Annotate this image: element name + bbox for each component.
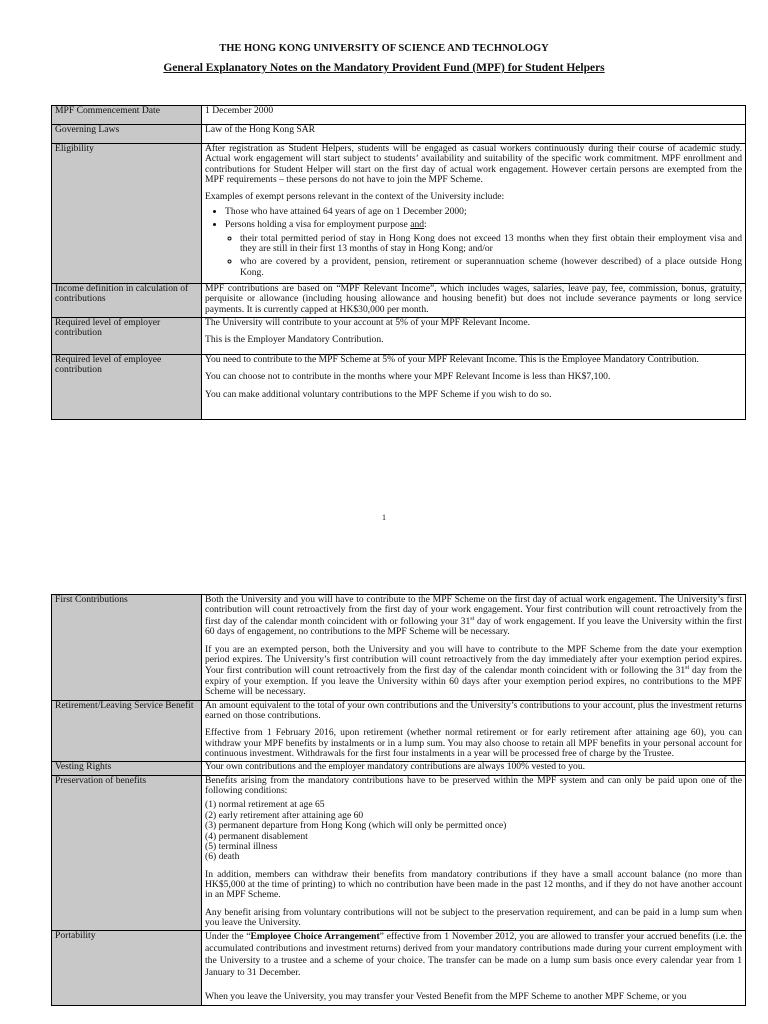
row-label-eligibility: Eligibility	[52, 144, 202, 284]
table-row	[52, 144, 746, 284]
table-row	[52, 355, 746, 420]
list-item: (2) early retirement after attaining age 60	[205, 809, 364, 821]
mpf-table-page-1	[51, 105, 746, 420]
row-value-eligibility	[202, 144, 746, 284]
visa-sub-list	[225, 234, 742, 278]
eligibility-paragraph: After registration as Student Helpers, students will be engaged as casual workers continuously during their course of academic study. Actual work engagement will start subject to students’ availability and suitability of the specific work commitment. MPF enrollment and contributions for Student Helper will start on the first day of actual work engagement. However certain persons are exempted from the MPF requirements – these persons do not have to join the MPF Scheme.	[205, 143, 742, 186]
list-item: (3) permanent departure from Hong Kong (which will only be permitted once)	[205, 820, 507, 832]
row-label-commencement: MPF Commencement Date	[52, 106, 202, 125]
table-row	[52, 775, 746, 931]
row-value-portability: Under the “Employee Choice Arrangement” effective from 1 November 2012, you are allowed to transfer your accrued benefits (i.e. the accumulated contributions and investment returns) derived from your mandatory contributions made during your current employment with the University to a trustee and a scheme of your choice. The transfer can be made on a lump sum basis once every calendar year from 1 January to 31 December. When you leave the University, you may transfer your Vested Benefit from the MPF Scheme to another MPF Scheme, or you	[202, 931, 746, 1006]
table-row	[52, 595, 746, 701]
document-title: General Explanatory Notes on the Mandatory Provident Fund (MPF) for Student Helpers	[163, 62, 605, 74]
list-item: • Persons holding a visa for employment purpose and: ◦ their total permitted period of stay in Hong Kong does not exceed 13 months when they first obtain their employment visa and they are still in their first 13 months of stay in Hong Kong; and/or ◦ who are covered by a provident, pension, retirement or superannuation scheme (however described) of a place outside Hong Kong.	[225, 220, 742, 278]
table-row	[52, 931, 746, 1006]
row-value-vesting-rights: Your own contributions and the employer mandatory contributions are always 100% vested to you.	[202, 762, 746, 775]
row-label-governing-laws: Governing Laws	[52, 125, 202, 144]
table-row	[52, 700, 746, 762]
row-value-commencement: 1 December 2000	[202, 106, 746, 125]
preservation-conditions-list	[205, 800, 742, 862]
row-label-first-contributions: First Contributions	[52, 595, 202, 701]
page-number: 1	[382, 513, 386, 522]
table-row	[52, 318, 746, 355]
row-value-income-definition: MPF contributions are based on “MPF Relevant Income”, which includes wages, salaries, leave pay, fee, commission, bonus, gratuity, perquisite or allowance (including housing allowance and housing benefit) but does not include severance payments or long service payments. It is currently capped at HK$30,000 per month.	[202, 283, 746, 317]
list-item: (6) death	[205, 851, 240, 863]
row-label-preservation: Preservation of benefits	[52, 775, 202, 931]
row-label-vesting-rights: Vesting Rights	[52, 762, 202, 775]
row-label-retirement-benefit: Retirement/Leaving Service Benefit	[52, 700, 202, 762]
row-label-income-definition: Income definition in calculation of contributions	[52, 283, 202, 317]
row-value-governing-laws: Law of the Hong Kong SAR	[202, 125, 746, 144]
list-item: (1) normal retirement at age 65	[205, 799, 325, 811]
row-value-employee-contribution: You need to contribute to the MPF Scheme at 5% of your MPF Relevant Income. This is the Employee Mandatory Contribution. You can choose not to contribute in the months where your MPF Relevant Income is less than HK$7,100. You can make additional voluntary contributions to the MPF Scheme if you wish to do so.	[202, 355, 746, 420]
list-item: (4) permanent disablement	[205, 830, 308, 842]
table-row	[52, 762, 746, 775]
row-value-preservation: Benefits arising from the mandatory contributions have to be preserved within the MPF system and can only be paid upon one of the following conditions: (1) normal retirement at age 65 (2) early retirement after attaining age 60 (3) permanent departure from Hong Kong (which will only be permitted once) (4) permanent disablement (5) terminal illness (6) death In addition, members can withdraw their benefits from mandatory contributions if they have a small account balance (no more than HK$5,000 at the time of printing) to which no contribution have been made in the past 12 months, and if they do not have another account in an MPF Scheme. Any benefit arising from voluntary contributions will not be subject to the preservation requirement, and can be paid in a lump sum when you leave the University.	[202, 775, 746, 931]
row-label-employer-contribution: Required level of employer contribution	[52, 318, 202, 355]
table-row	[52, 283, 746, 317]
list-item: (5) terminal illness	[205, 840, 278, 852]
table-row	[52, 125, 746, 144]
mpf-table-page-2	[51, 594, 746, 1006]
table-row	[52, 106, 746, 125]
eligibility-examples-intro: Examples of exempt persons relevant in the context of the University include:	[205, 191, 505, 203]
row-label-employee-contribution: Required level of employee contribution	[52, 355, 202, 420]
row-value-first-contributions: Both the University and you will have to contribute to the MPF Scheme on the first day of actual work engagement. The University’s first contribution will count retroactively from the first day of your work engagement. Your first contribution will count retroactively from the first day of the calendar month coincident with or following your 31st day of work engagement. If you leave the University within the first 60 days of engagement, no contributions to the MPF Scheme will be necessary. If you are an exempted person, both the University and you will have to contribute to the MPF Scheme from the date your exemption period expires. The University’s first contribution will count retroactively from the day immediately after your exemption period expires. Your first contribution will count retroactively from the first day of the calendar month coincident with or following the 31st day from the expiry of your exemption. If you leave the University within 60 days after your exemption period expires, no contributions to the MPF Scheme will be necessary.	[202, 595, 746, 701]
list-item: ◦ their total permitted period of stay in Hong Kong does not exceed 13 months when they first obtain their employment visa and they are still in their first 13 months of stay in Hong Kong; and/or	[240, 234, 742, 255]
row-value-retirement-benefit: An amount equivalent to the total of your own contributions and the University’s contributions to your account, plus the investment returns earned on those contributions. Effective from 1 February 2016, upon retirement (whether normal retirement or for early retirement after attaining age 60), you can withdraw your MPF benefits by instalments or in a lump sum. You may also choose to retain all MPF benefits in your personal account for continuous investment. Withdrawals for the first four instalments in a year will be processed free of charge by the Trustee.	[202, 700, 746, 762]
list-item: • Those who have attained 64 years of age on 1 December 2000;	[225, 207, 742, 217]
exempt-persons-list	[205, 207, 742, 278]
row-value-employer-contribution: The University will contribute to your account at 5% of your MPF Relevant Income. This is the Employer Mandatory Contribution.	[202, 318, 746, 355]
university-name: THE HONG KONG UNIVERSITY OF SCIENCE AND TECHNOLOGY	[219, 43, 549, 54]
row-label-portability: Portability	[52, 931, 202, 1006]
list-item: ◦ who are covered by a provident, pension, retirement or superannuation scheme (however described) of a place outside Hong Kong.	[240, 257, 742, 278]
